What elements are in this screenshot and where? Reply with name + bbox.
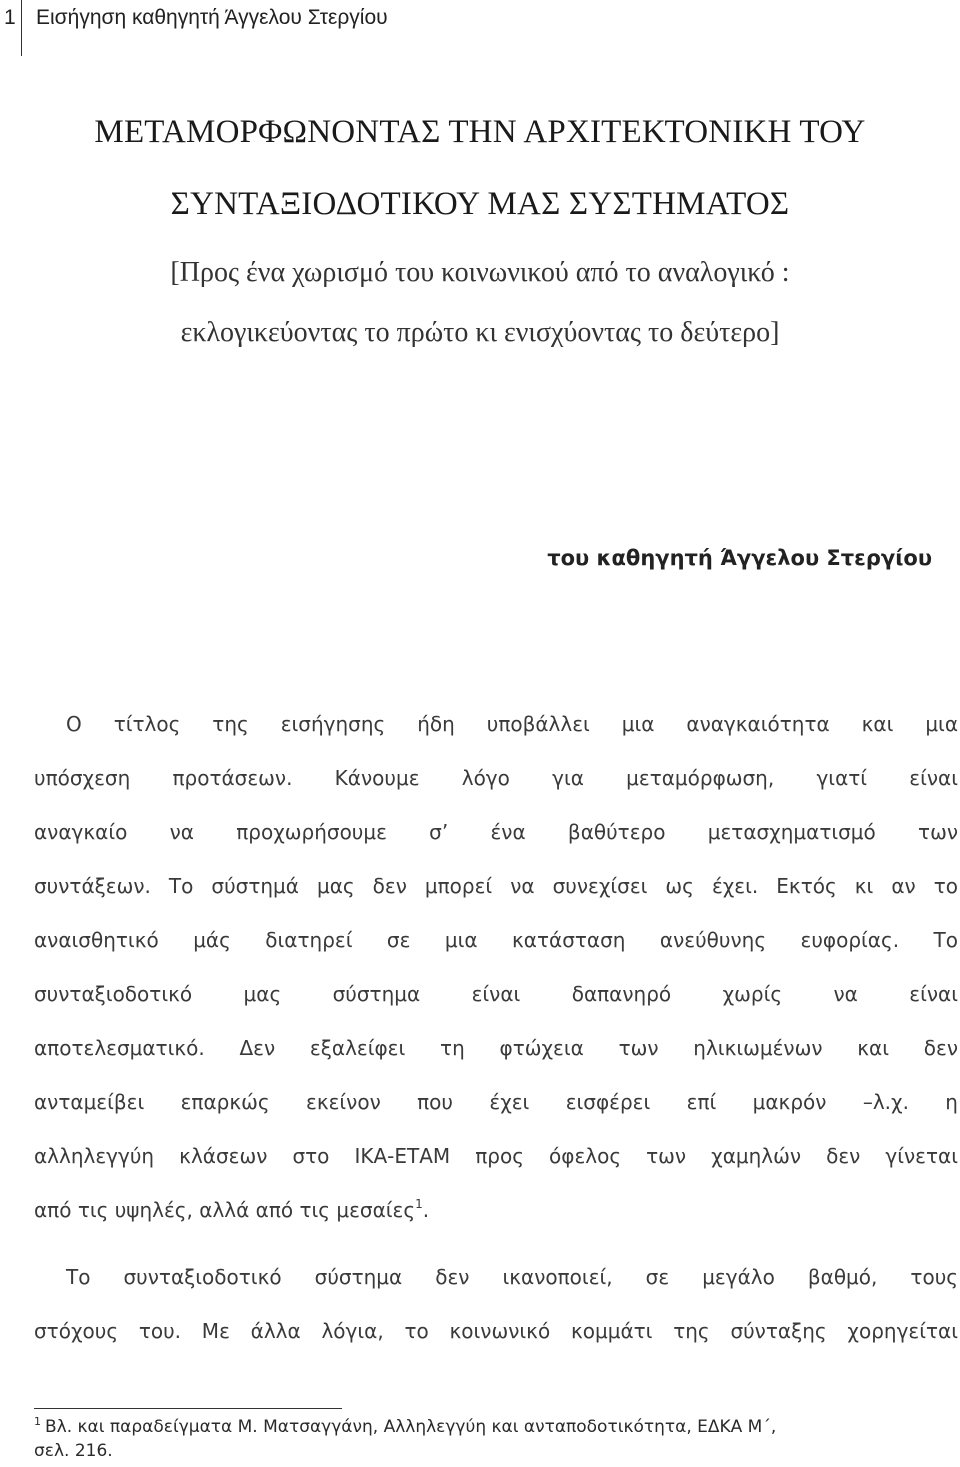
header-divider (21, 0, 22, 56)
page-header (0, 0, 960, 58)
running-title: Εισήγηση καθηγητή Άγγελου Στεργίου (36, 6, 388, 29)
footnote-separator (34, 1408, 342, 1409)
paragraph-line: συντάξεων. Το σύστημά μας δεν μπορεί να συνεχίσει ως έχει. Εκτός κι αν το (34, 874, 958, 898)
paragraph-line: ανταμείβει επαρκώς εκείνον που έχει εισφέρει επί μακρόν –λ.χ. η (34, 1090, 958, 1114)
paragraph-line: στόχους του. Με άλλα λόγια, το κοινωνικό κομμάτι της σύνταξης χορηγείται (34, 1319, 958, 1343)
paragraph-line: συνταξιοδοτικό μας σύστημα είναι δαπανηρό χωρίς να είναι (34, 982, 958, 1006)
paragraph-line-text: από τις υψηλές, αλλά από τις μεσαίες (34, 1198, 416, 1222)
paragraph-line: αποτελεσματικό. Δεν εξαλείφει τη φτώχεια των ηλικιωμένων και δεν (34, 1036, 958, 1060)
paragraph-line: αλληλεγγύη κλάσεων στο ΙΚΑ-ΕΤΑΜ προς όφελος των χαμηλών δεν γίνεται (34, 1144, 958, 1168)
title-line-1: ΜΕΤΑΜΟΡΦΩΝΟΝΤΑΣ ΤΗΝ ΑΡΧΙΤΕΚΤΟΝΙΚΗ ΤΟΥ (94, 114, 866, 150)
paragraph-end-punct: . (422, 1198, 430, 1222)
paragraph-line: υπόσχεση προτάσεων. Κάνουμε λόγο για μεταμόρφωση, γιατί είναι (34, 766, 958, 790)
subtitle-line-2: εκλογικεύοντας το πρώτο κι ενισχύοντας το δεύτερο] (180, 317, 780, 348)
paragraph-line: Το συνταξιοδοτικό σύστημα δεν ικανοποιεί, σε μεγάλο βαθμό, τους (66, 1265, 958, 1289)
footnote-line-1 (34, 1417, 776, 1437)
paragraph-line: Ο τίτλος της εισήγησης ήδη υποβάλλει μια αναγκαιότητα και μια (66, 712, 958, 736)
footnote-line-2: σελ. 216. (34, 1441, 113, 1461)
footnote-text: Βλ. και παραδείγματα Μ. Ματσαγγάνη, Αλληλεγγύη και ανταποδοτικότητα, ΕΔΚΑ Μ΄, (45, 1417, 777, 1437)
page-number: 1 (4, 6, 16, 29)
title-line-2: ΣΥΝΤΑΞΙΟΔΟΤΙΚΟΥ ΜΑΣ ΣΥΣΤΗΜΑΤΟΣ (170, 186, 790, 222)
paragraph-last-line (34, 1198, 958, 1228)
subtitle-line-1: [Προς ένα χωρισμό του κοινωνικού από το αναλογικό : (170, 257, 790, 288)
paragraph-line: αναισθητικό μάς διατηρεί σε μια κατάσταση ανεύθυνης ευφορίας. Το (34, 928, 958, 952)
author-line: του καθηγητή Άγγελου Στεργίου (547, 546, 932, 570)
footnote-mark: 1 (34, 1415, 41, 1428)
footnote-reference[interactable]: 1 (415, 1197, 423, 1211)
paragraph-line: αναγκαίο να προχωρήσουμε σ’ ένα βαθύτερο μετασχηματισμό των (34, 820, 958, 844)
